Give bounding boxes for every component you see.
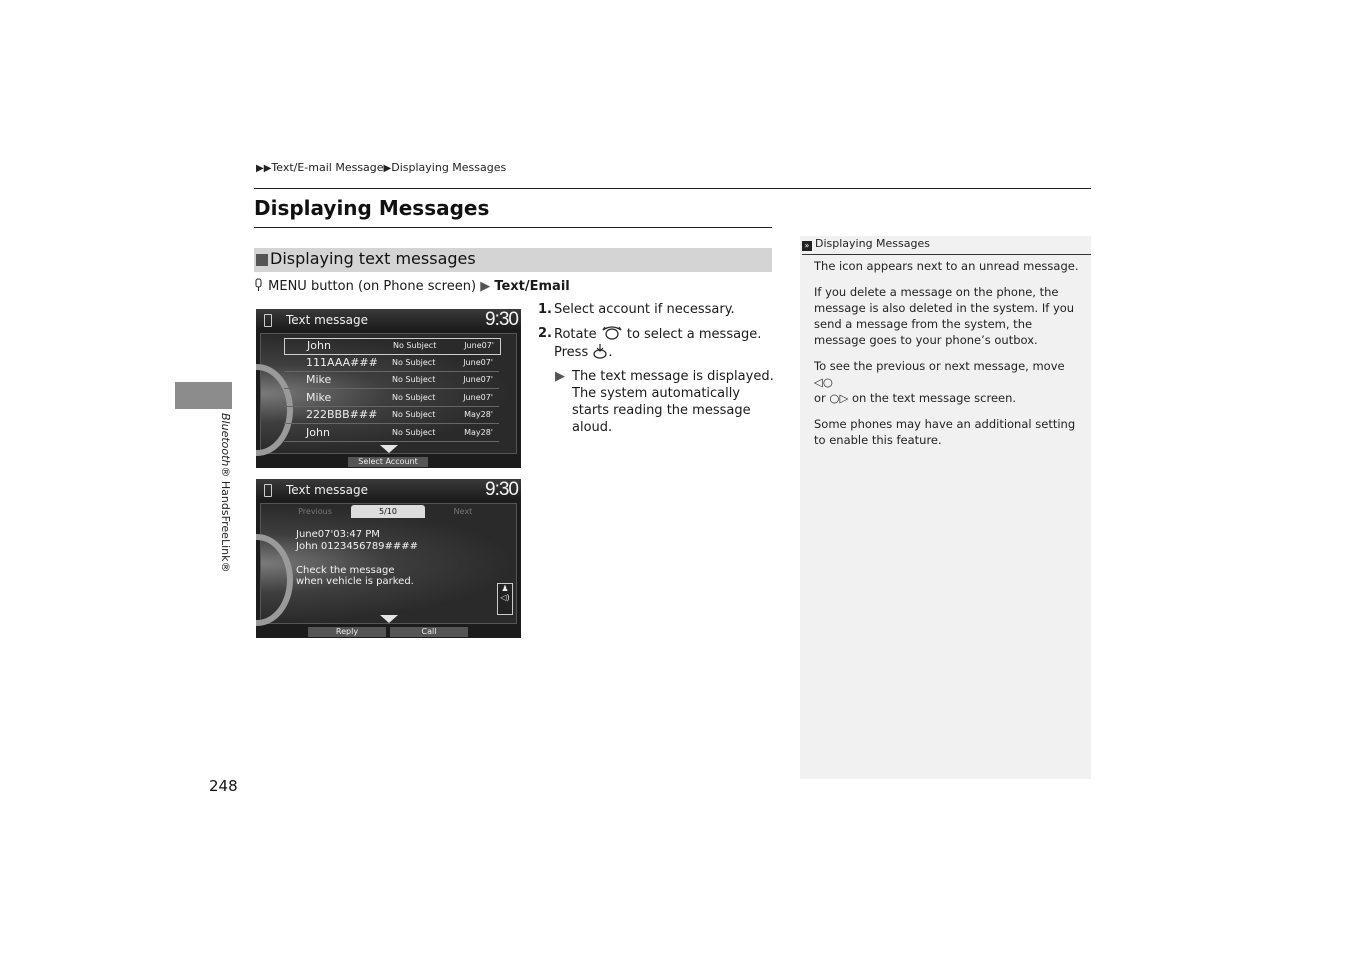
note-text: To see the previous or next message, move	[814, 359, 1065, 373]
note-title: Displaying Messages	[815, 237, 930, 250]
screen-title: Text message	[286, 483, 369, 497]
message-date: June07'	[463, 393, 493, 402]
clock: 9:30	[485, 479, 518, 500]
note-header	[802, 237, 930, 251]
message-subject: No Subject	[392, 375, 436, 384]
breadcrumb	[256, 161, 506, 174]
read-aloud-icon[interactable]: ♟ ◁)	[497, 583, 513, 615]
previous-tab[interactable]: Previous	[298, 507, 332, 516]
screen-header	[256, 309, 521, 331]
phone-icon	[264, 314, 272, 327]
scroll-down-icon[interactable]	[380, 615, 398, 623]
message-list-screen	[256, 309, 521, 468]
left-selector-icon: ◁○	[814, 375, 833, 389]
screen-title: Text message	[286, 313, 369, 327]
section-square-icon	[256, 254, 268, 266]
page-title: Displaying Messages	[254, 196, 490, 220]
message-row[interactable]	[284, 338, 501, 355]
rotate-knob-icon	[601, 325, 623, 341]
message-sender: John	[307, 339, 331, 352]
select-account-button[interactable]: Select Account	[348, 457, 428, 467]
call-button[interactable]: Call	[390, 627, 468, 637]
message-sender: 111AAA###	[306, 356, 378, 369]
chapter-tab	[175, 382, 232, 409]
message-date: May28'	[464, 410, 493, 419]
menu-path-arrow-icon: ▶	[480, 279, 491, 294]
menu-path-prefix: MENU button (on Phone screen)	[268, 279, 477, 294]
note-paragraph: If you delete a message on the phone, the message is also deleted in the system. If you send a message from the system, the message goes to your phone’s outbox.	[814, 285, 1075, 347]
chapter-label-rest: HandsFreeLink®	[219, 477, 232, 573]
message-row[interactable]	[284, 391, 499, 407]
message-text: when vehicle is parked.	[296, 576, 414, 587]
step-1	[538, 301, 774, 318]
menu-button-icon	[254, 278, 264, 292]
breadcrumb-item[interactable]: Text/E-mail Message	[271, 161, 384, 174]
note-text: on the text message screen.	[851, 391, 1017, 405]
section-heading	[254, 248, 772, 272]
dial-graphic	[256, 534, 293, 626]
message-row[interactable]	[284, 408, 499, 424]
chapter-label-italic: Bluetooth®	[219, 413, 232, 478]
message-subject: No Subject	[392, 358, 436, 367]
scroll-down-icon[interactable]	[380, 445, 398, 453]
message-subject: No Subject	[393, 341, 437, 350]
screen-header	[256, 479, 521, 501]
message-sender: John	[306, 426, 330, 439]
message-date: June07'	[463, 375, 493, 384]
message-sender: 222BBB###	[306, 408, 378, 421]
menu-path-target: Text/Email	[494, 279, 570, 294]
menu-path	[254, 278, 570, 294]
note-marker-icon: »	[802, 241, 812, 251]
clock: 9:30	[485, 309, 518, 330]
result-arrow-icon: ▶	[555, 369, 565, 384]
message-row[interactable]	[284, 356, 499, 372]
note-body	[814, 258, 1082, 458]
message-subject: No Subject	[392, 428, 436, 437]
page-number: 248	[209, 777, 238, 795]
breadcrumb-item: Displaying Messages	[391, 161, 507, 174]
header-rule	[254, 188, 1091, 189]
note-paragraph: The icon appears next to an unread message.	[814, 259, 1079, 273]
step-text: to select a message.	[626, 327, 762, 342]
phone-icon	[264, 484, 272, 497]
procedure-steps	[538, 301, 774, 436]
message-sender: Mike	[306, 391, 332, 404]
message-timestamp: June07'03:47 PM	[296, 529, 380, 540]
step-result	[538, 368, 774, 436]
press-knob-icon	[592, 343, 608, 359]
step-text: .	[608, 345, 613, 360]
step-number: 1.	[538, 302, 552, 317]
section-title: Displaying text messages	[270, 249, 476, 268]
note-paragraph: Some phones may have an additional setting to enable this feature.	[814, 417, 1076, 447]
step-number: 2.	[538, 326, 552, 341]
message-subject: No Subject	[392, 410, 436, 419]
message-count-tab: 5/10	[351, 505, 425, 518]
message-date: June07'	[463, 358, 493, 367]
reply-button[interactable]: Reply	[308, 627, 386, 637]
step-2	[538, 325, 774, 361]
message-text: Check the message	[296, 565, 395, 576]
step-text: Select account if necessary.	[554, 302, 735, 317]
message-date: May28'	[464, 428, 493, 437]
note-text: or	[814, 391, 826, 405]
message-sender: Mike	[306, 373, 332, 386]
step-text: Press	[554, 345, 589, 360]
result-text: The text message is displayed. The system automatically starts reading the message aloud.	[572, 369, 774, 435]
screen-body	[260, 503, 517, 624]
message-subject: No Subject	[392, 393, 436, 402]
message-detail-screen	[256, 479, 521, 638]
note-rule	[802, 254, 1091, 255]
title-rule	[254, 227, 772, 228]
message-row[interactable]	[284, 373, 499, 389]
message-sender: John 0123456789####	[296, 541, 419, 552]
message-row[interactable]	[284, 426, 499, 442]
message-date: June07'	[464, 341, 494, 350]
note-panel	[800, 236, 1091, 779]
note-paragraph	[814, 358, 1082, 406]
breadcrumb-separator-icon: ▶	[383, 163, 392, 174]
chapter-label	[219, 413, 232, 572]
step-text: Rotate	[554, 327, 597, 342]
breadcrumb-arrow-icon: ▶▶	[256, 163, 272, 174]
next-tab[interactable]: Next	[453, 507, 473, 516]
right-selector-icon: ○▷	[829, 391, 849, 405]
